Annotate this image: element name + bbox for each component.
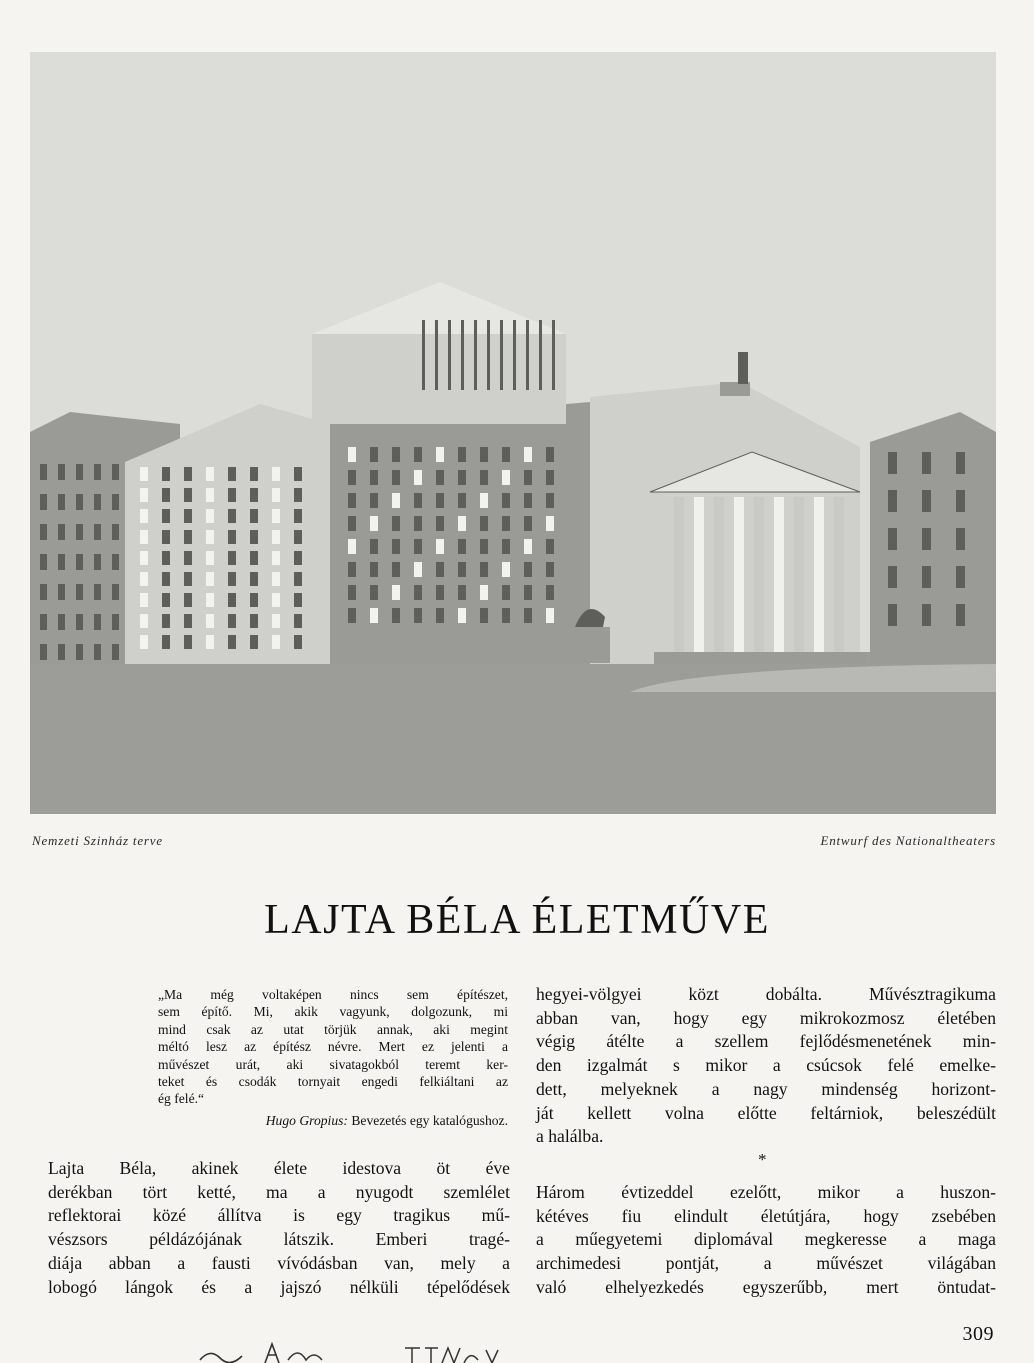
window <box>458 447 466 462</box>
window <box>524 539 532 554</box>
window <box>436 447 444 462</box>
epigraph-line: sem építő. Mi, akik vagyunk, dolgozunk, mi <box>158 1004 508 1020</box>
window <box>76 554 83 570</box>
window <box>228 467 236 481</box>
window <box>228 614 236 628</box>
body-column-left <box>48 1157 510 1299</box>
window <box>294 488 302 502</box>
column <box>734 497 744 657</box>
window <box>294 614 302 628</box>
window <box>58 524 65 540</box>
window <box>184 467 192 481</box>
window <box>94 464 101 480</box>
window <box>272 551 280 565</box>
window <box>206 593 214 607</box>
window <box>112 584 119 600</box>
window <box>480 516 488 531</box>
body-right-top-line: hegyei-völgyei közt dobálta. Művésztragikuma <box>536 984 996 1004</box>
epigraph-line: mind csak az utat törjük annak, aki megint <box>158 1021 508 1037</box>
window <box>294 509 302 523</box>
window <box>228 509 236 523</box>
window <box>524 516 532 531</box>
window <box>206 635 214 649</box>
window <box>58 464 65 480</box>
window <box>458 470 466 485</box>
window <box>392 539 400 554</box>
tower-pilaster <box>448 320 451 390</box>
column <box>714 497 724 657</box>
window <box>272 509 280 523</box>
window <box>40 464 47 480</box>
theater-drawing <box>30 52 996 814</box>
epigraph-attribution <box>158 1112 508 1129</box>
epigraph-author: Hugo Gropius: <box>265 1113 348 1128</box>
window <box>414 608 422 623</box>
window <box>294 530 302 544</box>
window <box>524 493 532 508</box>
window <box>458 539 466 554</box>
portico-base <box>654 652 866 664</box>
tower-pilaster <box>526 320 529 390</box>
column <box>814 497 824 657</box>
window <box>370 470 378 485</box>
roof-step <box>720 382 750 396</box>
window <box>546 470 554 485</box>
window <box>546 539 554 554</box>
window <box>162 467 170 481</box>
window <box>348 516 356 531</box>
window <box>140 572 148 586</box>
body-right-bottom-line: való elhelyezkedés egyszerűbb, mert öntudat- <box>536 1276 996 1297</box>
window <box>250 488 258 502</box>
window <box>480 585 488 600</box>
window <box>458 608 466 623</box>
handwritten-marks <box>180 1336 580 1363</box>
window <box>184 551 192 565</box>
tower-pilaster <box>461 320 464 390</box>
body-column-right-top <box>536 983 996 1149</box>
tower-pilaster <box>487 320 490 390</box>
window <box>502 608 510 623</box>
window <box>162 551 170 565</box>
window <box>58 494 65 510</box>
body-left-line: derékban tört ketté, ma a nyugodt szemlélet <box>48 1181 510 1202</box>
window <box>414 470 422 485</box>
window <box>228 488 236 502</box>
window <box>348 539 356 554</box>
window <box>76 464 83 480</box>
window <box>112 494 119 510</box>
tower-pilaster <box>513 320 516 390</box>
page-number: 309 <box>962 1323 994 1345</box>
window <box>370 608 378 623</box>
window <box>546 516 554 531</box>
window <box>414 493 422 508</box>
window <box>436 493 444 508</box>
window <box>458 516 466 531</box>
window <box>58 614 65 630</box>
window <box>94 494 101 510</box>
epigraph-line: művészet urát, aki sivatagokból teremt ker- <box>158 1056 508 1072</box>
window <box>162 509 170 523</box>
body-right-top-line: végig átélte a szellem fejlődésmenetének min- <box>536 1031 996 1052</box>
window <box>370 447 378 462</box>
window <box>348 470 356 485</box>
body-left-line: vészsors példázójának látszik. Emberi tragé- <box>48 1229 510 1250</box>
window <box>502 585 510 600</box>
window <box>922 490 931 512</box>
window <box>922 452 931 474</box>
window <box>94 554 101 570</box>
window <box>76 584 83 600</box>
window <box>888 604 897 626</box>
body-right-top-line: den izgalmát s mikor a csúcsok felé emelke- <box>536 1055 996 1076</box>
window <box>392 470 400 485</box>
window <box>524 562 532 577</box>
epigraph-line: méltó lesz az építész névre. Mert ez jelenti a <box>158 1039 508 1055</box>
window <box>162 614 170 628</box>
window <box>436 585 444 600</box>
window <box>206 467 214 481</box>
window <box>294 635 302 649</box>
window <box>348 608 356 623</box>
window <box>112 464 119 480</box>
tower-pilaster <box>422 320 425 390</box>
window <box>370 539 378 554</box>
tower-pilaster <box>435 320 438 390</box>
window <box>140 635 148 649</box>
window <box>502 470 510 485</box>
window <box>250 551 258 565</box>
window <box>414 562 422 577</box>
statue <box>738 352 748 384</box>
window <box>436 562 444 577</box>
window <box>250 467 258 481</box>
window <box>140 593 148 607</box>
window <box>272 572 280 586</box>
window <box>370 516 378 531</box>
window <box>370 562 378 577</box>
window <box>272 467 280 481</box>
window <box>228 530 236 544</box>
window <box>140 488 148 502</box>
window <box>436 516 444 531</box>
body-right-bottom-line: kétéves fiu elindult életútjára, hogy zsebében <box>536 1205 996 1226</box>
column <box>674 497 684 657</box>
window <box>888 452 897 474</box>
body-right-top-line: abban van, hogy egy mikrokozmosz életében <box>536 1007 996 1028</box>
window <box>392 447 400 462</box>
window <box>922 566 931 588</box>
window <box>228 593 236 607</box>
window <box>40 524 47 540</box>
window <box>162 530 170 544</box>
window <box>58 644 65 660</box>
window <box>546 585 554 600</box>
window <box>502 493 510 508</box>
body-right-bottom-line: archimedesi pontját, a művészet világában <box>536 1253 996 1274</box>
window <box>184 572 192 586</box>
window <box>228 572 236 586</box>
window <box>956 604 965 626</box>
window <box>162 572 170 586</box>
window <box>58 584 65 600</box>
window <box>76 494 83 510</box>
window <box>40 614 47 630</box>
window <box>414 585 422 600</box>
window <box>94 524 101 540</box>
window <box>272 530 280 544</box>
window <box>140 509 148 523</box>
window <box>392 562 400 577</box>
window <box>162 635 170 649</box>
window <box>922 528 931 550</box>
window <box>272 614 280 628</box>
tower-pilaster <box>539 320 542 390</box>
article-title: LAJTA BÉLA ÉLETMŰVE <box>264 897 770 943</box>
window <box>524 470 532 485</box>
window <box>250 530 258 544</box>
theater-illustration <box>30 52 996 814</box>
window <box>76 524 83 540</box>
column <box>694 497 704 657</box>
body-left-line: reflektorai közé állítva is egy tragikus mű- <box>48 1205 510 1226</box>
window <box>58 554 65 570</box>
body-left-line: lobogó lángok és a jajszó nélküli tépelődések <box>48 1276 510 1297</box>
column <box>794 497 804 657</box>
window <box>184 530 192 544</box>
window <box>348 447 356 462</box>
window <box>392 516 400 531</box>
window <box>502 447 510 462</box>
window <box>956 566 965 588</box>
window <box>40 644 47 660</box>
body-right-top-line: ját kellett volna előtte feltárniok, beleszédült <box>536 1102 996 1123</box>
window <box>40 554 47 570</box>
window <box>250 509 258 523</box>
window <box>112 524 119 540</box>
window <box>888 566 897 588</box>
section-separator: * <box>758 1150 767 1169</box>
epigraph <box>158 986 508 1108</box>
body-right-top-line: a halálba. <box>536 1126 604 1147</box>
body-left-line: Lajta Béla, akinek élete idestova öt éve <box>48 1158 510 1178</box>
window <box>94 644 101 660</box>
window <box>272 635 280 649</box>
window <box>140 551 148 565</box>
window <box>250 572 258 586</box>
window <box>184 509 192 523</box>
tower-pilaster <box>500 320 503 390</box>
window <box>436 470 444 485</box>
window <box>206 530 214 544</box>
column <box>774 497 784 657</box>
window <box>956 528 965 550</box>
body-left-line: diája abban a fausti vívódásban van, mely a <box>48 1252 510 1273</box>
window <box>112 554 119 570</box>
window <box>206 572 214 586</box>
window <box>250 593 258 607</box>
window <box>546 562 554 577</box>
window <box>436 608 444 623</box>
epigraph-line: ég felé.“ <box>158 1091 205 1107</box>
window <box>414 516 422 531</box>
window <box>480 562 488 577</box>
window <box>294 467 302 481</box>
window <box>184 635 192 649</box>
caption-german: Entwurf des Nationaltheaters <box>820 833 996 848</box>
epigraph-text <box>158 986 508 1108</box>
epigraph-source: Bevezetés egy katalógushoz. <box>351 1113 508 1128</box>
window <box>206 614 214 628</box>
window <box>294 551 302 565</box>
column <box>754 497 764 657</box>
window <box>206 488 214 502</box>
epigraph-line: teket és csodák tornyait engedi felkiáltani az <box>158 1074 508 1090</box>
window <box>40 584 47 600</box>
wing-center <box>330 402 590 664</box>
window <box>184 488 192 502</box>
window <box>348 585 356 600</box>
statue-pedestal <box>570 627 610 663</box>
window <box>112 614 119 630</box>
window <box>162 593 170 607</box>
tower-pilaster <box>552 320 555 390</box>
window <box>502 539 510 554</box>
window <box>458 585 466 600</box>
window <box>436 539 444 554</box>
window <box>956 452 965 474</box>
window <box>392 608 400 623</box>
window <box>888 528 897 550</box>
window <box>76 644 83 660</box>
window <box>480 470 488 485</box>
window <box>956 490 965 512</box>
window <box>502 516 510 531</box>
window <box>206 509 214 523</box>
window <box>370 493 378 508</box>
window <box>888 490 897 512</box>
window <box>392 493 400 508</box>
window <box>272 488 280 502</box>
window <box>272 593 280 607</box>
window <box>524 585 532 600</box>
window <box>228 551 236 565</box>
window <box>250 635 258 649</box>
window <box>184 614 192 628</box>
window <box>184 593 192 607</box>
window <box>40 494 47 510</box>
window <box>480 447 488 462</box>
window <box>140 530 148 544</box>
window <box>112 644 119 660</box>
window <box>76 614 83 630</box>
window <box>348 493 356 508</box>
window <box>524 447 532 462</box>
window <box>294 572 302 586</box>
window <box>294 593 302 607</box>
window <box>546 447 554 462</box>
caption-hungarian: Nemzeti Szinház terve <box>32 833 163 848</box>
window <box>524 608 532 623</box>
window <box>392 585 400 600</box>
body-right-bottom-line: a műegyetemi diplomával megkeresse a maga <box>536 1229 996 1250</box>
window <box>250 614 258 628</box>
window <box>140 614 148 628</box>
body-right-top-line: dett, melyeknek a nagy mindenség horizont- <box>536 1078 996 1099</box>
window <box>94 614 101 630</box>
window <box>480 539 488 554</box>
window <box>546 608 554 623</box>
window <box>94 584 101 600</box>
window <box>922 604 931 626</box>
window <box>228 635 236 649</box>
epigraph-line: „Ma még voltaképen nincs sem építészet, <box>158 987 508 1002</box>
window <box>546 493 554 508</box>
window <box>502 562 510 577</box>
column <box>834 497 844 657</box>
window <box>480 608 488 623</box>
window <box>414 539 422 554</box>
window <box>206 551 214 565</box>
window <box>414 447 422 462</box>
window <box>458 562 466 577</box>
window <box>140 467 148 481</box>
window <box>348 562 356 577</box>
body-column-right-bottom <box>536 1181 996 1300</box>
window <box>458 493 466 508</box>
window <box>480 493 488 508</box>
tower-pilaster <box>474 320 477 390</box>
window <box>162 488 170 502</box>
window <box>370 585 378 600</box>
body-right-bottom-line: Három évtizeddel ezelőtt, mikor a huszon- <box>536 1182 996 1202</box>
